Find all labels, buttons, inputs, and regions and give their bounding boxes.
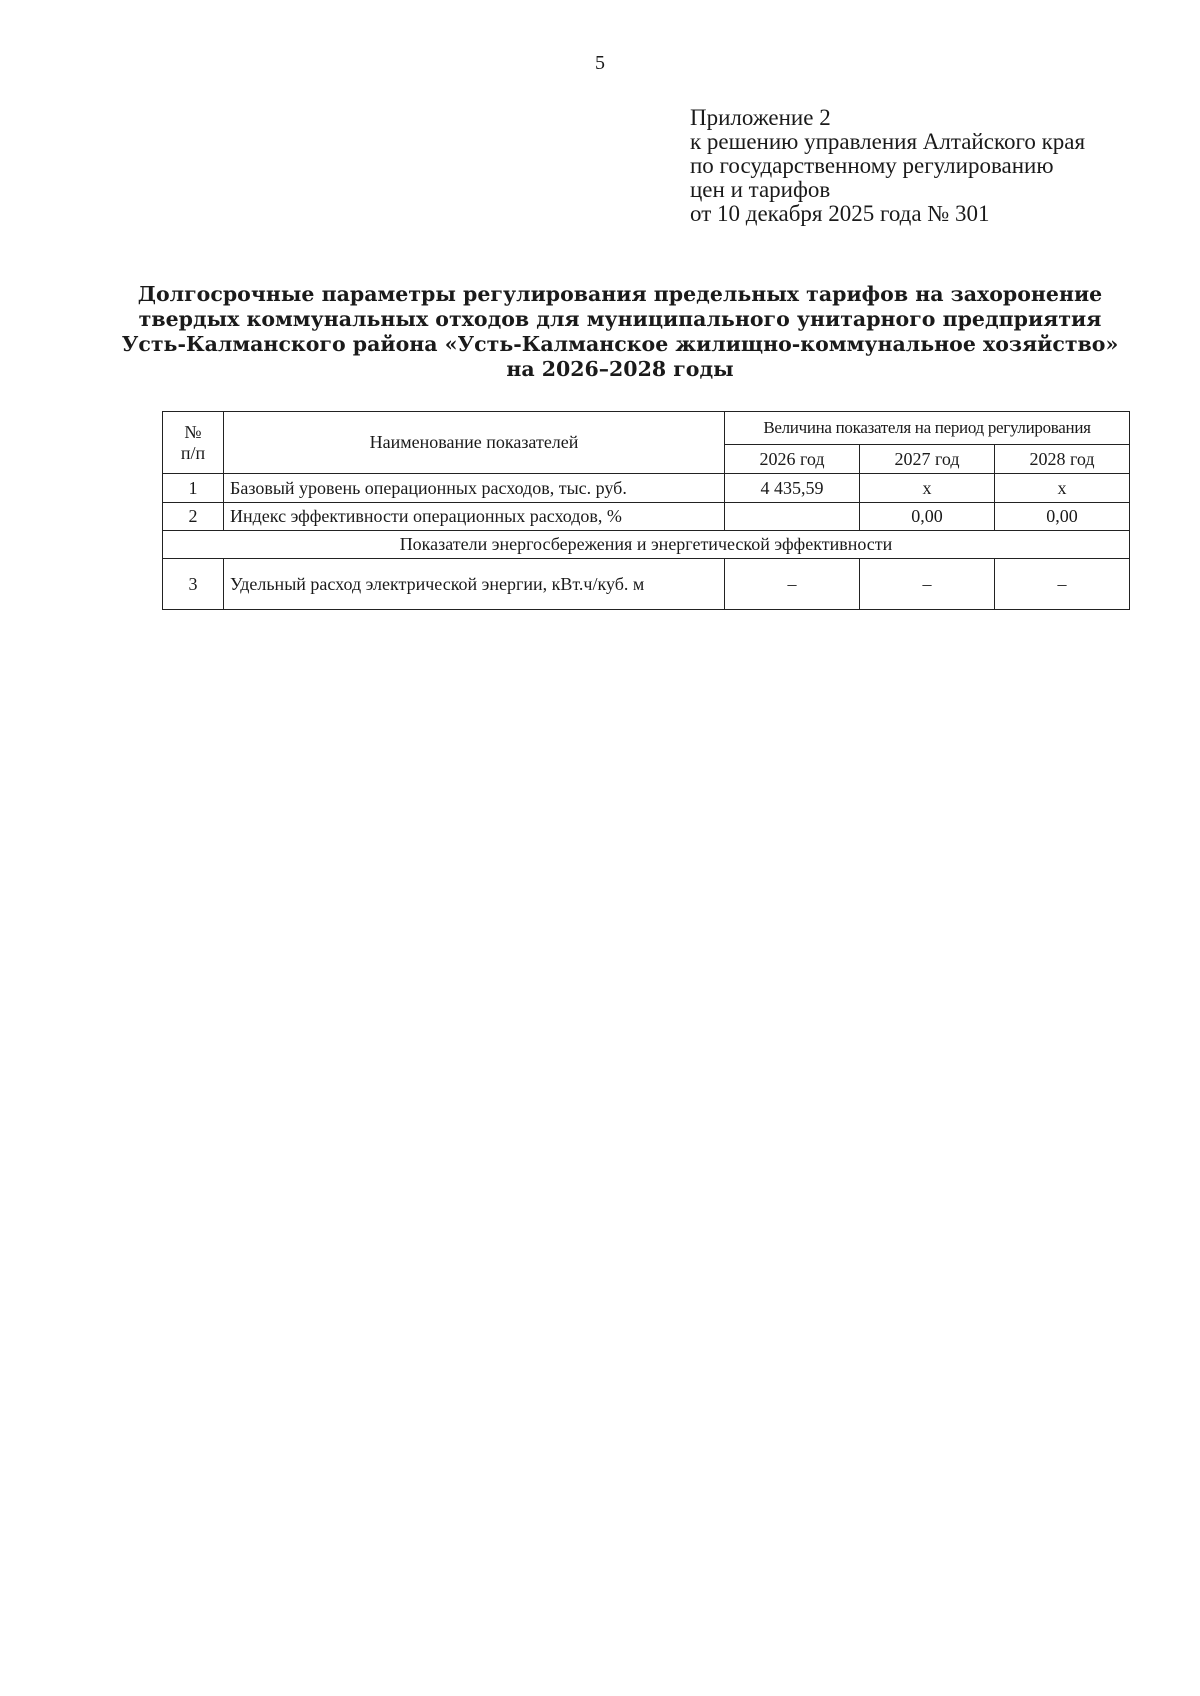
row-value: 0,00 (995, 503, 1130, 531)
document-title (120, 282, 1120, 382)
section-row (163, 531, 1130, 559)
header-num-line: п/п (180, 442, 206, 463)
header-year: 2027 год (860, 445, 995, 474)
appendix-line: по государственному регулированию (690, 153, 1054, 178)
row-name: Индекс эффективности операционных расходов, % (224, 503, 725, 531)
row-value: – (725, 559, 860, 610)
title-line: Долгосрочные параметры регулирования предельных тарифов на захоронение (137, 282, 1103, 306)
row-num: 3 (163, 559, 224, 610)
table-row (163, 474, 1130, 503)
appendix-line: Приложение 2 (690, 105, 831, 130)
row-num: 1 (163, 474, 224, 503)
header-year: 2028 год (995, 445, 1130, 474)
row-name: Базовый уровень операционных расходов, тыс. руб. (224, 474, 725, 503)
header-year: 2026 год (725, 445, 860, 474)
title-line: Усть-Калманского района «Усть-Калманское жилищно-коммунальное хозяйство» (121, 332, 1119, 356)
row-num: 2 (163, 503, 224, 531)
header-num (163, 412, 224, 474)
parameters-table (162, 411, 1130, 610)
row-value: – (995, 559, 1130, 610)
row-value: 0,00 (860, 503, 995, 531)
row-value: – (860, 559, 995, 610)
row-name: Удельный расход электрической энергии, кВт.ч/куб. м (224, 559, 725, 610)
page-number: 5 (595, 52, 605, 74)
appendix-line: к решению управления Алтайского края (690, 129, 1086, 154)
appendix-line: цен и тарифов (690, 177, 831, 202)
row-value: х (860, 474, 995, 503)
appendix-line: от 10 декабря 2025 года № 301 (690, 201, 990, 226)
table-row (163, 559, 1130, 610)
appendix-block (690, 106, 1170, 226)
row-value (725, 503, 860, 531)
header-group: Величина показателя на период регулирования (725, 412, 1130, 445)
title-line: твердых коммунальных отходов для муниципального унитарного предприятия (138, 307, 1102, 331)
row-value: х (995, 474, 1130, 503)
section-title: Показатели энергосбережения и энергетической эффективности (163, 531, 1130, 559)
table-header-row (163, 412, 1130, 445)
title-line: на 2026–2028 годы (506, 357, 734, 381)
row-value: 4 435,59 (725, 474, 860, 503)
header-name: Наименование показателей (224, 412, 725, 474)
table-row (163, 503, 1130, 531)
header-num-line: № (184, 421, 202, 442)
